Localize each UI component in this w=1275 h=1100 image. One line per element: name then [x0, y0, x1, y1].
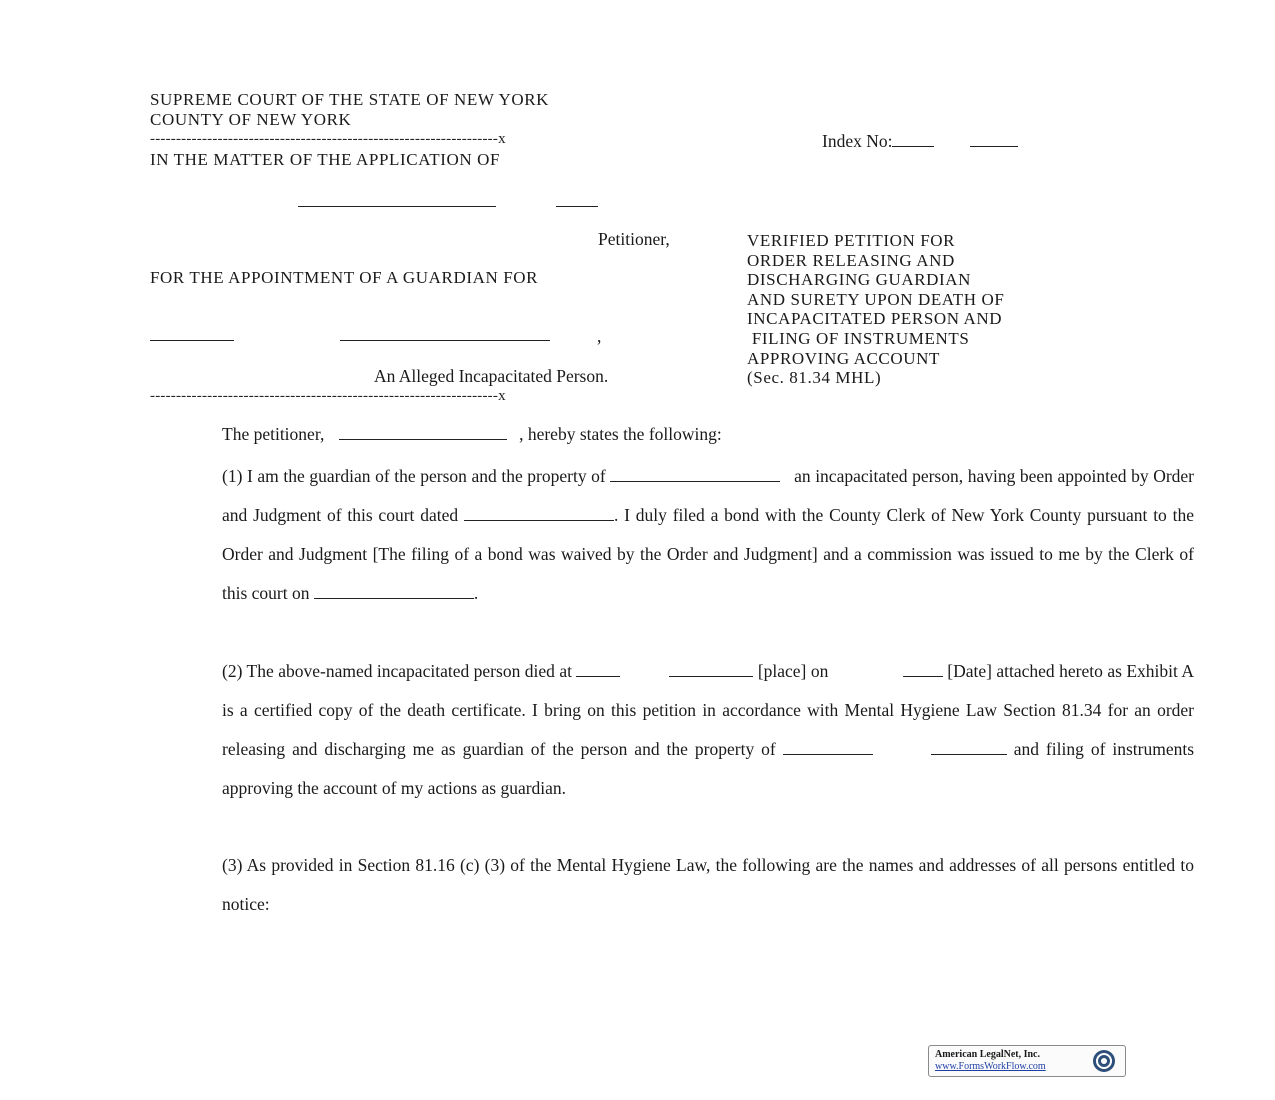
paragraph-3 — [148, 846, 1194, 924]
caption-divider-top: -------------------------------------------------------------------x — [150, 131, 506, 147]
title-line: INCAPACITATED PERSON AND — [747, 309, 1003, 329]
publisher-website[interactable]: www.FormsWorkFlow.com — [935, 1061, 1046, 1072]
caption-divider-bottom: -------------------------------------------------------------------x — [150, 388, 506, 404]
applicant-name-blank — [298, 192, 598, 212]
title-line: FILING OF INSTRUMENTS — [747, 328, 970, 348]
intro-statement — [222, 424, 722, 445]
matter-line: IN THE MATTER OF THE APPLICATION OF — [150, 150, 501, 169]
aip-name-blank — [150, 326, 550, 346]
title-line: ORDER RELEASING AND — [747, 250, 955, 270]
index-blank-1 — [892, 132, 934, 147]
para2-text-2: [place] on — [757, 661, 829, 681]
publisher-badge — [928, 1045, 1126, 1077]
para1-text-4: . — [473, 583, 479, 603]
incapacitated-person-label: An Alleged Incapacitated Person. — [374, 366, 609, 386]
petitioner-name-blank — [339, 425, 507, 440]
document-title — [747, 231, 1004, 388]
index-blank-2 — [970, 132, 1018, 147]
title-line: AND SURETY UPON DEATH OF — [747, 289, 1005, 309]
intro-before: The petitioner, — [222, 424, 325, 444]
index-label: Index No: — [822, 131, 893, 151]
ip-name-blank-2 — [783, 740, 873, 755]
court-name: SUPREME COURT OF THE STATE OF NEW YORK — [150, 90, 550, 109]
ip-name-blank-3 — [931, 740, 1007, 755]
para3-text-1: (3) As provided in Section 81.16 (c) (3) of the Mental Hygiene Law, the following are the names and addresses of all persons entitled to notice: — [222, 855, 1194, 914]
title-line: DISCHARGING GUARDIAN — [747, 270, 972, 290]
intro-after: , hereby states the following: — [519, 424, 722, 444]
para2-text-1: (2) The above-named incapacitated person died at — [222, 661, 572, 681]
appointment-line: FOR THE APPOINTMENT OF A GUARDIAN FOR — [150, 268, 539, 287]
publisher-name: American LegalNet, Inc. — [935, 1049, 1040, 1060]
county-name: COUNTY OF NEW YORK — [150, 110, 352, 129]
death-date-blank — [903, 662, 943, 677]
para2-text-3: [Date] attached hereto as Exhibit A is a certified copy of the death certificate. I bring on this petition in accordance with Mental Hygiene Law Section 81.34 for an order releasing and discharging me as guardian of the person and the property of — [222, 661, 1194, 759]
title-line: APPROVING ACCOUNT — [747, 348, 940, 368]
ip-name-blank — [610, 467, 780, 482]
paragraph-1 — [148, 457, 1194, 613]
aip-comma: , — [597, 326, 602, 346]
paragraph-2 — [148, 652, 1194, 808]
place-blank-1 — [576, 662, 620, 677]
title-line: (Sec. 81.34 MHL) — [747, 368, 882, 388]
commission-date-blank — [314, 584, 474, 599]
globe-logo-icon — [1087, 1048, 1121, 1074]
order-date-blank — [464, 506, 614, 521]
petitioner-label: Petitioner, — [598, 229, 670, 249]
index-number — [822, 131, 1018, 152]
para1-text-1: (1) I am the guardian of the person and the property of — [222, 466, 606, 486]
title-line: VERIFIED PETITION FOR — [747, 231, 956, 250]
para2-text-4: and filing of instruments approving the account of my actions as guardian. — [222, 739, 1195, 798]
para1-text-2: an incapacitated person, having been appointed by Order and Judgment of this court dated — [222, 466, 1195, 525]
place-blank-2 — [669, 662, 753, 677]
para1-text-3: . I duly filed a bond with the County Clerk of New York County pursuant to the Order and Judgment [The filing of a bond was waived by the Order and Judgment] and a commission was issued to me by the Clerk of this court on — [222, 505, 1194, 603]
